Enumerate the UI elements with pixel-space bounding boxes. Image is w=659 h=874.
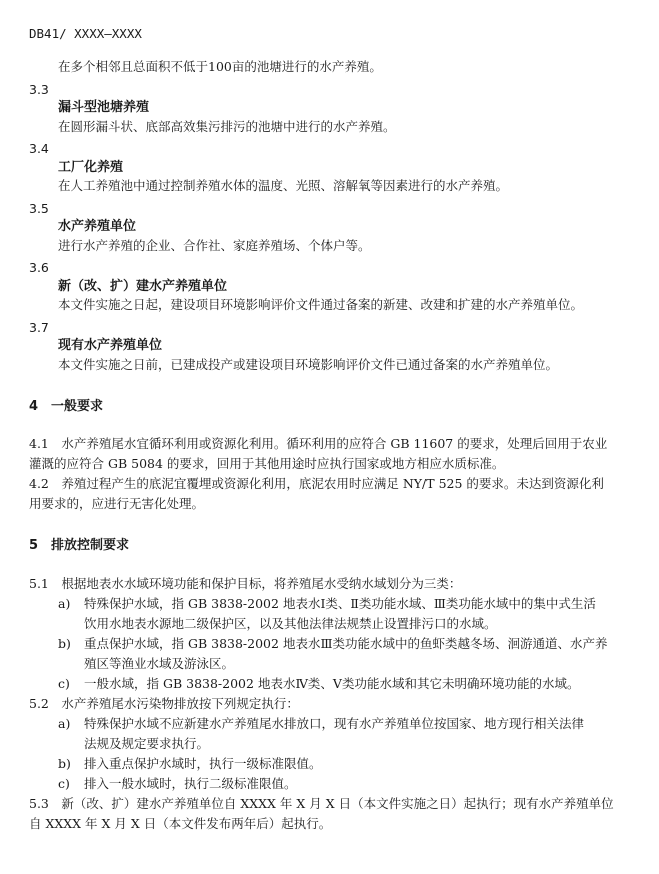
clause-5-2: 5.2 水产养殖尾水污染物排放按下列规定执行： bbox=[29, 696, 299, 711]
term-3-4-definition: 在人工养殖池中通过控制养殖水体的温度、光照、溶解氧等因素进行的水产养殖。 bbox=[58, 178, 509, 193]
term-3-4-number: 3.4 bbox=[29, 141, 49, 156]
item-b-line2: 殖区等渔业水域及游泳区。 bbox=[84, 656, 235, 671]
term-3-3-title: 漏斗型池塘养殖 bbox=[58, 100, 150, 115]
term-3-5-definition: 进行水产养殖的企业、合作社、家庭养殖场、个体户等。 bbox=[58, 238, 371, 253]
term-3-7-definition: 本文件实施之日前，已建成投产或建设项目环境影响评价文件已通过备案的水产养殖单位。 bbox=[58, 357, 559, 372]
item-a-marker: a) bbox=[58, 596, 71, 611]
item-b2-marker: b) bbox=[58, 756, 71, 771]
term-3-4-title: 工厂化养殖 bbox=[58, 160, 124, 175]
item-a2-line1: 特殊保护水域不应新建水产养殖尾水排放口，现有水产养殖单位按国家、地方现行相关法律 bbox=[84, 716, 585, 731]
term-3-5-number: 3.5 bbox=[29, 201, 49, 216]
term-3-6-title: 新（改、扩）建水产养殖单位 bbox=[58, 279, 228, 294]
item-b-marker: b) bbox=[58, 636, 71, 651]
item-b-line1: 重点保护水域，指 GB 3838-2002 地表水Ⅲ类功能水域中的鱼虾类越冬场、洄游通道、水产养 bbox=[84, 636, 608, 651]
term-3-3-definition: 在圆形漏斗状、底部高效集污排污的池塘中进行的水产养殖。 bbox=[58, 119, 396, 134]
item-a2-marker: a) bbox=[58, 716, 71, 731]
term-3-5-title: 水产养殖单位 bbox=[58, 219, 137, 234]
term-3-6-number: 3.6 bbox=[29, 260, 49, 275]
item-c2-line1: 排入一般水域时，执行二级标准限值。 bbox=[84, 776, 297, 791]
intro-definition: 在多个相邻且总面积不低于100亩的池塘进行的水产养殖。 bbox=[58, 59, 382, 74]
clause-4-1-line1: 4.1 水产养殖尾水宜循环利用或资源化利用。循环利用的应符合 GB 11607 的要求，处理后回用于农业 bbox=[29, 436, 608, 451]
item-a-line1: 特殊保护水域，指 GB 3838-2002 地表水Ⅰ类、Ⅱ类功能水域、Ⅲ类功能水域中的集中式生活 bbox=[84, 596, 596, 611]
clause-5-3-line1: 5.3 新（改、扩）建水产养殖单位自 XXXX 年 X 月 X 日（本文件实施之日）起执行；现有水产养殖单位 bbox=[29, 796, 614, 811]
document-header: DB41/ XXXX—XXXX bbox=[29, 26, 142, 41]
item-b2-line1: 排入重点保护水域时，执行一级标准限值。 bbox=[84, 756, 322, 771]
clause-4-2-line2: 用要求的，应进行无害化处理。 bbox=[29, 496, 205, 511]
clause-4-1-line2: 灌溉的应符合 GB 5084 的要求，回用于其他用途时应执行国家或地方相应水质标准。 bbox=[29, 456, 505, 471]
section-4-heading: 4 一般要求 bbox=[29, 399, 104, 414]
item-c-line1: 一般水域，指 GB 3838-2002 地表水Ⅳ类、Ⅴ类功能水域和其它未明确环境功能的水域。 bbox=[84, 676, 580, 691]
term-3-7-title: 现有水产养殖单位 bbox=[58, 338, 163, 353]
term-3-3-number: 3.3 bbox=[29, 82, 49, 97]
item-a-line2: 饮用水地表水源地二级保护区，以及其他法律法规禁止设置排污口的水域。 bbox=[84, 616, 497, 631]
clause-5-3-line2: 自 XXXX 年 X 月 X 日（本文件发布两年后）起执行。 bbox=[29, 816, 332, 831]
section-5-heading: 5 排放控制要求 bbox=[29, 538, 130, 553]
item-c2-marker: c) bbox=[58, 776, 70, 791]
clause-4-2-line1: 4.2 养殖过程产生的底泥宜覆埋或资源化利用，底泥农用时应满足 NY/T 525 的要求。未达到资源化利 bbox=[29, 476, 604, 491]
clause-5-1: 5.1 根据地表水水域环境功能和保护目标，将养殖尾水受纳水域划分为三类： bbox=[29, 576, 462, 591]
term-3-7-number: 3.7 bbox=[29, 320, 49, 335]
item-c-marker: c) bbox=[58, 676, 70, 691]
item-a2-line2: 法规及规定要求执行。 bbox=[84, 736, 210, 751]
term-3-6-definition: 本文件实施之日起，建设项目环境影响评价文件通过备案的新建、改建和扩建的水产养殖单位。 bbox=[58, 297, 584, 312]
